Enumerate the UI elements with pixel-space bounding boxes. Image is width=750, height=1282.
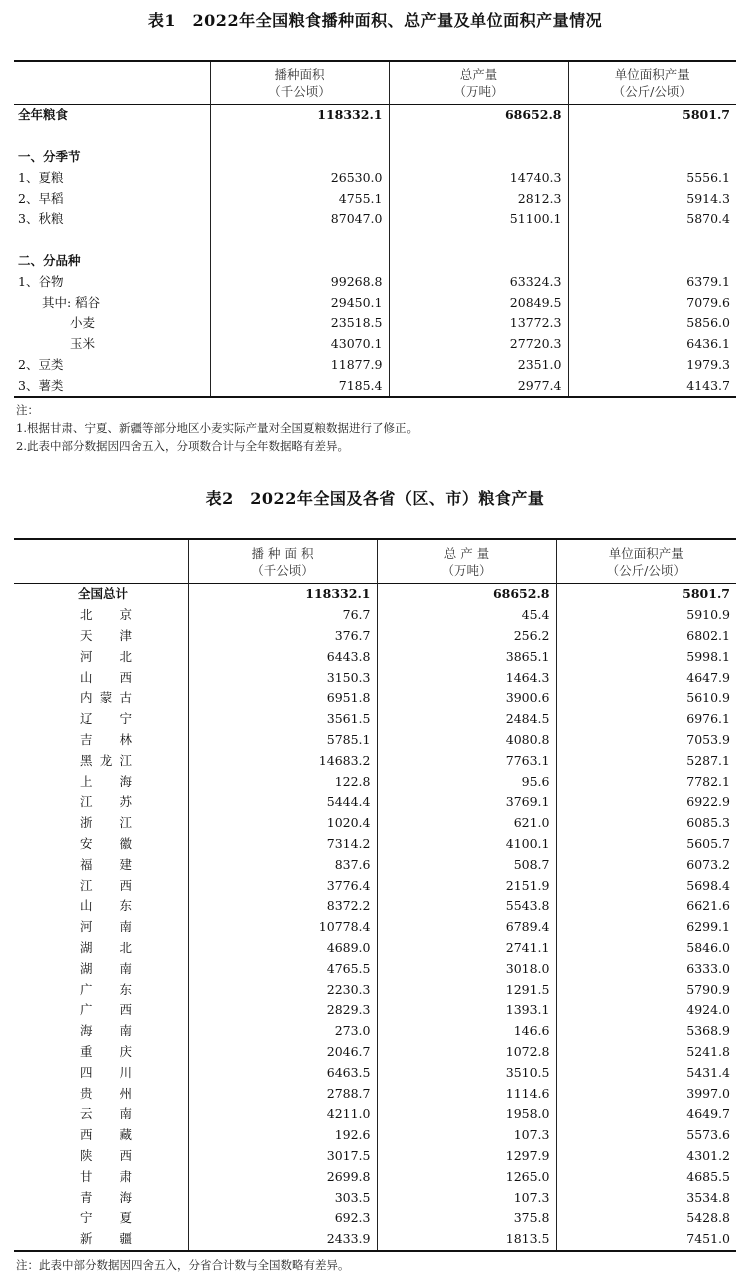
table-row: [14, 1062, 736, 1083]
yield-value: 5431.4: [556, 1062, 736, 1083]
row-label: 2、早稻: [18, 190, 64, 206]
output-value: 14740.3: [389, 167, 568, 188]
area-value: 2788.7: [188, 1083, 377, 1104]
yield-value: 5998.1: [556, 646, 736, 667]
area-value: 2046.7: [188, 1042, 377, 1063]
yield-value: 5287.1: [556, 750, 736, 771]
output-value: 5543.8: [377, 896, 556, 917]
row-label: 福建: [80, 856, 132, 872]
table-row: [14, 375, 736, 397]
row-label: 河北: [80, 648, 132, 664]
yield-value: 5241.8: [556, 1042, 736, 1063]
yield-value: 5698.4: [556, 875, 736, 896]
table-row: [14, 1229, 736, 1251]
output-value: 3900.6: [377, 688, 556, 709]
table-row: [14, 1021, 736, 1042]
row-label: 安徽: [80, 835, 132, 851]
yield-value: 6922.9: [556, 792, 736, 813]
area-value: 5444.4: [188, 792, 377, 813]
note-line: 1.根据甘肃、宁夏、新疆等部分地区小麦实际产量对全国夏粮数据进行了修正。: [16, 421, 418, 435]
table1-header-yield: 单位面积产量 （公斤/公顷）: [568, 61, 736, 105]
yield-value: 5910.9: [556, 605, 736, 626]
area-value: 6951.8: [188, 688, 377, 709]
yield-value: 7451.0: [556, 1229, 736, 1251]
yield-value: 6802.1: [556, 626, 736, 647]
table2-header-blank: [14, 539, 188, 584]
table-row: [14, 292, 736, 313]
yield-value: 4649.7: [556, 1104, 736, 1125]
table-row: [14, 1000, 736, 1021]
note-line: 注：: [16, 403, 39, 417]
row-label: 浙江: [80, 815, 132, 831]
output-value: 1464.3: [377, 667, 556, 688]
yield-value: 6621.6: [556, 896, 736, 917]
row-label: 西藏: [80, 1127, 132, 1143]
area-value: 3150.3: [188, 667, 377, 688]
table-row: [14, 896, 736, 917]
yield-value: 5610.9: [556, 688, 736, 709]
yield-value: 6379.1: [568, 271, 736, 292]
table1-notes: [16, 401, 418, 455]
row-label: 湖北: [80, 939, 132, 955]
table-row: [14, 938, 736, 959]
yield-value: 7079.6: [568, 292, 736, 313]
output-value: 2741.1: [377, 938, 556, 959]
area-value: 2829.3: [188, 1000, 377, 1021]
area-value: 4211.0: [188, 1104, 377, 1125]
table1: [14, 60, 736, 398]
row-label: 玉米: [70, 336, 96, 352]
yield-value: 5914.3: [568, 188, 736, 209]
area-value: 837.6: [188, 854, 377, 875]
yield-value: 6299.1: [556, 917, 736, 938]
output-value: 1072.8: [377, 1042, 556, 1063]
output-value: 3769.1: [377, 792, 556, 813]
table2: [14, 538, 736, 1252]
table-row: [14, 1146, 736, 1167]
row-label: 3、秋粮: [18, 211, 64, 227]
area-value: 6463.5: [188, 1062, 377, 1083]
table-row: [14, 313, 736, 334]
table-row: [14, 1125, 736, 1146]
table-row: [14, 1166, 736, 1187]
yield-value: 4685.5: [556, 1166, 736, 1187]
yield-value: 5846.0: [556, 938, 736, 959]
area-value: 26530.0: [210, 167, 389, 188]
row-label: 吉林: [80, 731, 132, 747]
row-label: 山西: [80, 669, 132, 685]
row-label: 山东: [80, 898, 132, 914]
yield-value: 5790.9: [556, 979, 736, 1000]
output-value: 1114.6: [377, 1083, 556, 1104]
section-label: 一、分季节: [18, 148, 81, 164]
area-value: 273.0: [188, 1021, 377, 1042]
row-label: 2、豆类: [18, 356, 64, 372]
area-value: 29450.1: [210, 292, 389, 313]
yield-value: 3997.0: [556, 1083, 736, 1104]
yield-value: 5801.7: [556, 584, 736, 605]
row-label: 黑龙江: [80, 752, 132, 768]
output-value: 2977.4: [389, 375, 568, 397]
table-row: [14, 188, 736, 209]
output-value: 4100.1: [377, 834, 556, 855]
area-value: 7314.2: [188, 834, 377, 855]
table-row: [14, 813, 736, 834]
output-value: 1813.5: [377, 1229, 556, 1251]
row-label: 全国总计: [78, 586, 129, 602]
row-label: 甘肃: [80, 1168, 132, 1184]
table-row: [14, 334, 736, 355]
output-value: 4080.8: [377, 730, 556, 751]
area-value: 76.7: [188, 605, 377, 626]
area-value: 122.8: [188, 771, 377, 792]
area-value: 10778.4: [188, 917, 377, 938]
output-value: 508.7: [377, 854, 556, 875]
area-value: 303.5: [188, 1187, 377, 1208]
area-value: 6443.8: [188, 646, 377, 667]
table1-section-season: [14, 147, 736, 168]
table1-section-variety: [14, 251, 736, 272]
row-label: 内蒙古: [80, 690, 132, 706]
yield-value: 5605.7: [556, 834, 736, 855]
table2-header-output: 总 产 量 （万吨）: [377, 539, 556, 584]
table1-spacer: [14, 230, 736, 251]
table1-spacer: [14, 126, 736, 147]
table2-header-area: 播 种 面 积 （千公顷）: [188, 539, 377, 584]
row-label: 江西: [80, 877, 132, 893]
output-value: 7763.1: [377, 750, 556, 771]
table-row: [14, 709, 736, 730]
table2-header-yield: 单位面积产量 （公斤/公顷）: [556, 539, 736, 584]
output-value: 13772.3: [389, 313, 568, 334]
table1-header-area: 播种面积 （千公顷）: [210, 61, 389, 105]
area-value: 1020.4: [188, 813, 377, 834]
row-label: 1、夏粮: [18, 169, 64, 185]
row-label: 天津: [80, 627, 132, 643]
row-label: 辽宁: [80, 711, 132, 727]
table-row: [14, 792, 736, 813]
table-row: [14, 730, 736, 751]
output-value: 1393.1: [377, 1000, 556, 1021]
table2-note: 注：此表中部分数据因四舍五入，分省合计数与全国数略有差异。: [16, 1258, 350, 1272]
yield-value: 5856.0: [568, 313, 736, 334]
output-value: 2151.9: [377, 875, 556, 896]
area-value: 4689.0: [188, 938, 377, 959]
table-row: [14, 979, 736, 1000]
table-row: [14, 1208, 736, 1229]
row-label: 上海: [80, 773, 132, 789]
output-value: 20849.5: [389, 292, 568, 313]
table1-header-output: 总产量 （万吨）: [389, 61, 568, 105]
output-value: 27720.3: [389, 334, 568, 355]
table2-header-row: [14, 539, 736, 584]
area-value: 692.3: [188, 1208, 377, 1229]
section-label: 二、分品种: [18, 252, 81, 268]
yield-value: 6333.0: [556, 958, 736, 979]
area-value: 4765.5: [188, 958, 377, 979]
table-row: [14, 771, 736, 792]
row-label: 1、谷物: [18, 273, 64, 289]
area-value: 4755.1: [210, 188, 389, 209]
area-value: 99268.8: [210, 271, 389, 292]
area-value: 3561.5: [188, 709, 377, 730]
table-row: [14, 605, 736, 626]
output-value: 2484.5: [377, 709, 556, 730]
area-value: 8372.2: [188, 896, 377, 917]
output-value: 375.8: [377, 1208, 556, 1229]
yield-value: 4924.0: [556, 1000, 736, 1021]
row-label: 全年粮食: [18, 107, 69, 123]
output-value: 1291.5: [377, 979, 556, 1000]
yield-value: 5801.7: [568, 105, 736, 126]
table-row: [14, 917, 736, 938]
output-value: 621.0: [377, 813, 556, 834]
output-value: 3018.0: [377, 958, 556, 979]
note-line: 2.此表中部分数据因四舍五入，分项数合计与全年数据略有差异。: [16, 439, 349, 453]
area-value: 5785.1: [188, 730, 377, 751]
table-row: [14, 1187, 736, 1208]
area-value: 2699.8: [188, 1166, 377, 1187]
table1-header-row: [14, 61, 736, 105]
yield-value: 5368.9: [556, 1021, 736, 1042]
output-value: 3510.5: [377, 1062, 556, 1083]
table-row: [14, 854, 736, 875]
table-row: [14, 626, 736, 647]
output-value: 107.3: [377, 1187, 556, 1208]
row-label: 海南: [80, 1023, 132, 1039]
yield-value: 6976.1: [556, 709, 736, 730]
table-row: [14, 1042, 736, 1063]
yield-value: 4301.2: [556, 1146, 736, 1167]
yield-value: 4143.7: [568, 375, 736, 397]
yield-value: 6085.3: [556, 813, 736, 834]
row-label: 北京: [80, 607, 132, 623]
output-value: 107.3: [377, 1125, 556, 1146]
row-label: 云南: [80, 1106, 132, 1122]
output-value: 68652.8: [377, 584, 556, 605]
row-label: 其中: 稻谷: [42, 294, 101, 310]
output-value: 2812.3: [389, 188, 568, 209]
table-row: [14, 875, 736, 896]
output-value: 1265.0: [377, 1166, 556, 1187]
table-row: [14, 167, 736, 188]
area-value: 7185.4: [210, 375, 389, 397]
table-row: [14, 209, 736, 230]
output-value: 68652.8: [389, 105, 568, 126]
output-value: 95.6: [377, 771, 556, 792]
table2-title: 表2 2022年全国及各省（区、市）粮食产量: [205, 489, 545, 508]
table2-total-row: [14, 584, 736, 605]
yield-value: 4647.9: [556, 667, 736, 688]
yield-value: 1979.3: [568, 355, 736, 376]
area-value: 43070.1: [210, 334, 389, 355]
row-label: 重庆: [80, 1043, 132, 1059]
row-label: 四川: [80, 1064, 132, 1080]
area-value: 11877.9: [210, 355, 389, 376]
row-label: 陕西: [80, 1147, 132, 1163]
table-row: [14, 271, 736, 292]
table-row: [14, 688, 736, 709]
output-value: 63324.3: [389, 271, 568, 292]
row-label: 湖南: [80, 960, 132, 976]
table1-total-row: [14, 105, 736, 126]
area-value: 118332.1: [188, 584, 377, 605]
area-value: 192.6: [188, 1125, 377, 1146]
row-label: 贵州: [80, 1085, 132, 1101]
yield-value: 6073.2: [556, 854, 736, 875]
table-row: [14, 1083, 736, 1104]
output-value: 3865.1: [377, 646, 556, 667]
output-value: 2351.0: [389, 355, 568, 376]
area-value: 3017.5: [188, 1146, 377, 1167]
output-value: 1958.0: [377, 1104, 556, 1125]
row-label: 河南: [80, 919, 132, 935]
row-label: 广西: [80, 1002, 132, 1018]
table-row: [14, 750, 736, 771]
yield-value: 7053.9: [556, 730, 736, 751]
area-value: 118332.1: [210, 105, 389, 126]
area-value: 2230.3: [188, 979, 377, 1000]
area-value: 14683.2: [188, 750, 377, 771]
table-row: [14, 646, 736, 667]
table-row: [14, 355, 736, 376]
yield-value: 7782.1: [556, 771, 736, 792]
row-label: 广东: [80, 981, 132, 997]
yield-value: 3534.8: [556, 1187, 736, 1208]
row-label: 小麦: [70, 315, 96, 331]
table-row: [14, 667, 736, 688]
area-value: 23518.5: [210, 313, 389, 334]
row-label: 新疆: [80, 1231, 132, 1247]
table-row: [14, 1104, 736, 1125]
area-value: 2433.9: [188, 1229, 377, 1251]
table1-header-blank: [14, 61, 210, 105]
output-value: 45.4: [377, 605, 556, 626]
row-label: 江苏: [80, 794, 132, 810]
yield-value: 5428.8: [556, 1208, 736, 1229]
area-value: 87047.0: [210, 209, 389, 230]
area-value: 3776.4: [188, 875, 377, 896]
table-row: [14, 834, 736, 855]
yield-value: 5870.4: [568, 209, 736, 230]
table1-title: 表1 2022年全国粮食播种面积、总产量及单位面积产量情况: [147, 11, 603, 30]
yield-value: 5573.6: [556, 1125, 736, 1146]
output-value: 51100.1: [389, 209, 568, 230]
yield-value: 5556.1: [568, 167, 736, 188]
yield-value: 6436.1: [568, 334, 736, 355]
row-label: 3、薯类: [18, 377, 64, 393]
area-value: 376.7: [188, 626, 377, 647]
output-value: 256.2: [377, 626, 556, 647]
output-value: 146.6: [377, 1021, 556, 1042]
table-row: [14, 958, 736, 979]
row-label: 宁夏: [80, 1210, 132, 1226]
output-value: 6789.4: [377, 917, 556, 938]
row-label: 青海: [80, 1189, 132, 1205]
output-value: 1297.9: [377, 1146, 556, 1167]
